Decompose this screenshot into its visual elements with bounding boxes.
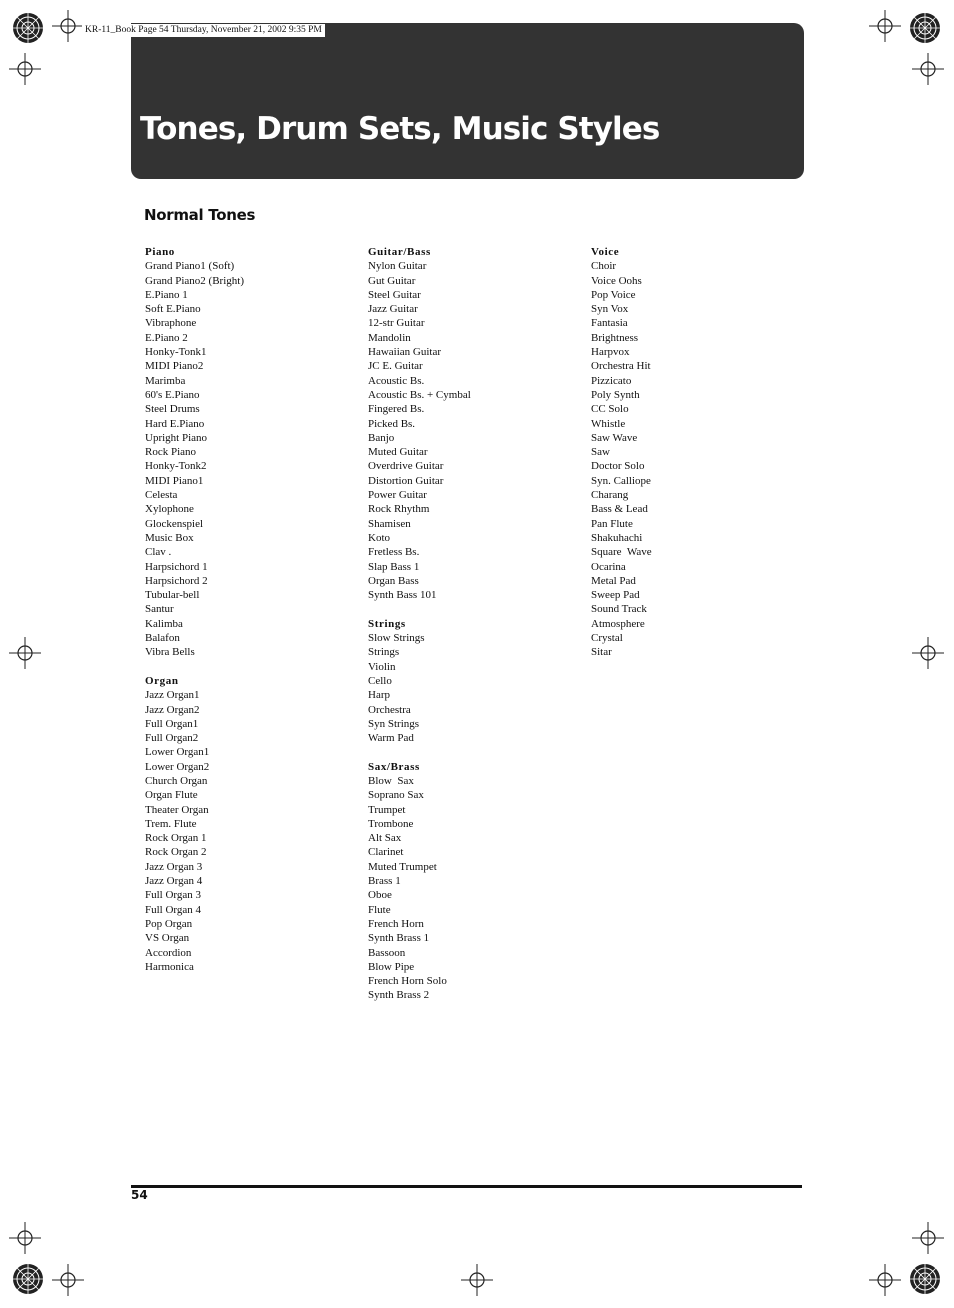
tone-item: Harpsichord 1: [145, 560, 208, 573]
tone-item: Synth Bass 101: [368, 589, 437, 602]
tone-list: [145, 259, 360, 659]
crosshair-registration-icon: [912, 637, 944, 669]
tone-item: Organ Bass: [368, 574, 419, 587]
tone-item: French Horn: [368, 917, 424, 930]
tone-item: Pizzicato: [591, 374, 632, 387]
tone-column-1: [145, 245, 360, 988]
tone-item: Theater Organ: [145, 803, 209, 816]
tone-item: Blow Pipe: [368, 960, 415, 973]
tone-list: [368, 631, 583, 745]
tone-column-3: [591, 245, 806, 674]
crosshair-registration-icon: [52, 1264, 84, 1296]
tone-column-2: [368, 245, 583, 1017]
tone-item: Strings: [368, 646, 400, 659]
tone-item: Bass & Lead: [591, 503, 648, 516]
tone-item: Blow Sax: [368, 774, 414, 787]
section-title: Normal Tones: [144, 206, 256, 224]
tone-item: Acoustic Bs.: [368, 374, 425, 387]
tone-item: Soft E.Piano: [145, 303, 201, 316]
registration-starburst-icon: [908, 11, 942, 45]
tone-item: Syn. Calliope: [591, 474, 651, 487]
tone-item: Overdrive Guitar: [368, 460, 444, 473]
tone-item: Choir: [591, 260, 617, 273]
tone-item: French Horn Solo: [368, 975, 447, 988]
registration-starburst-icon: [908, 1262, 942, 1296]
tone-item: Sweep Pad: [591, 589, 640, 602]
tone-item: Vibraphone: [145, 317, 197, 330]
crosshair-registration-icon: [912, 1222, 944, 1254]
tone-item: Doctor Solo: [591, 460, 645, 473]
tone-item: Rock Rhythm: [368, 503, 430, 516]
tone-item: Syn Vox: [591, 303, 629, 316]
tone-list: [368, 774, 583, 1003]
tone-item: Rock Organ 2: [145, 846, 207, 859]
tone-item: Orchestra Hit: [591, 360, 651, 373]
tone-item: Full Organ2: [145, 732, 199, 745]
tone-group: [368, 245, 583, 602]
tone-item: Brass 1: [368, 875, 401, 888]
tone-item: Rock Organ 1: [145, 832, 207, 845]
tone-item: Power Guitar: [368, 489, 427, 502]
tone-item: Full Organ 3: [145, 889, 202, 902]
footer-rule: [131, 1185, 802, 1188]
tone-item: Square Wave: [591, 546, 652, 559]
tone-item: Nylon Guitar: [368, 260, 427, 273]
tone-group-title: Strings: [368, 617, 406, 630]
crosshair-registration-icon: [9, 53, 41, 85]
tone-item: Synth Brass 1: [368, 932, 430, 945]
tone-item: Hard E.Piano: [145, 417, 205, 430]
tone-item: Trem. Flute: [145, 817, 197, 830]
tone-item: Warm Pad: [368, 732, 414, 745]
tone-item: Church Organ: [145, 774, 208, 787]
tone-item: Sound Track: [591, 603, 647, 616]
tone-item: Acoustic Bs. + Cymbal: [368, 388, 471, 401]
crosshair-registration-icon: [52, 10, 84, 42]
tone-item: Charang: [591, 489, 629, 502]
tone-item: Accordion: [145, 946, 192, 959]
tone-item: Lower Organ2: [145, 760, 210, 773]
tone-item: Jazz Organ 3: [145, 860, 203, 873]
tone-item: Brightness: [591, 331, 639, 344]
tone-item: Atmosphere: [591, 617, 645, 630]
tone-item: Orchestra: [368, 703, 411, 716]
tone-item: Clav .: [145, 546, 172, 559]
tone-item: Music Box: [145, 531, 194, 544]
tone-item: Koto: [368, 531, 390, 544]
tone-list: [145, 688, 360, 974]
tone-group-title: Organ: [145, 674, 179, 687]
tone-list: [591, 259, 806, 659]
registration-starburst-icon: [11, 11, 45, 45]
tone-item: Grand Piano1 (Soft): [145, 260, 235, 273]
tone-item: Trumpet: [368, 803, 406, 816]
tone-item: MIDI Piano2: [145, 360, 204, 373]
tone-item: 60's E.Piano: [145, 388, 200, 401]
tone-item: Steel Guitar: [368, 288, 421, 301]
print-header-tag: KR-11_Book Page 54 Thursday, November 21, 2002 9:35 PM: [82, 24, 325, 37]
tone-item: E.Piano 1: [145, 288, 188, 301]
tone-item: Vibra Bells: [145, 646, 195, 659]
tone-group-title: Piano: [145, 246, 175, 258]
tone-item: Upright Piano: [145, 431, 208, 444]
tone-item: Jazz Organ1: [145, 689, 200, 702]
tone-item: Glockenspiel: [145, 517, 204, 530]
tone-group: [591, 245, 806, 660]
tone-item: Xylophone: [145, 503, 194, 516]
tone-item: CC Solo: [591, 403, 629, 416]
crosshair-registration-icon: [869, 10, 901, 42]
tone-item: Mandolin: [368, 331, 411, 344]
tone-item: Slap Bass 1: [368, 560, 420, 573]
tone-item: Jazz Organ 4: [145, 875, 203, 888]
page-number: 54: [131, 1188, 148, 1202]
tone-item: Alt Sax: [368, 832, 402, 845]
crosshair-registration-icon: [9, 637, 41, 669]
tone-item: Oboe: [368, 889, 392, 902]
tone-item: Harpvox: [591, 346, 630, 359]
tone-item: Crystal: [591, 632, 623, 645]
tone-item: Banjo: [368, 431, 395, 444]
tone-item: Saw: [591, 446, 610, 459]
tone-item: Cello: [368, 674, 392, 687]
registration-starburst-icon: [11, 1262, 45, 1296]
tone-item: Trombone: [368, 817, 414, 830]
tone-item: Saw Wave: [591, 431, 638, 444]
tone-item: Lower Organ1: [145, 746, 210, 759]
tone-item: Full Organ1: [145, 717, 199, 730]
crosshair-registration-icon: [461, 1264, 493, 1296]
tone-group-title: Sax/Brass: [368, 760, 420, 773]
tone-item: Voice Oohs: [591, 274, 642, 287]
tone-list: [368, 259, 583, 602]
tone-item: Metal Pad: [591, 574, 636, 587]
tone-item: E.Piano 2: [145, 331, 188, 344]
tone-item: Full Organ 4: [145, 903, 202, 916]
tone-group-title: Guitar/Bass: [368, 246, 431, 258]
tone-item: Harpsichord 2: [145, 574, 208, 587]
tone-group: [368, 617, 583, 746]
tone-item: Shakuhachi: [591, 531, 643, 544]
tone-item: Organ Flute: [145, 789, 198, 802]
tone-item: Bassoon: [368, 946, 406, 959]
tone-item: Muted Guitar: [368, 446, 428, 459]
tone-item: Harp: [368, 689, 390, 702]
tone-group: [145, 245, 360, 660]
tone-item: Gut Guitar: [368, 274, 416, 287]
tone-item: Steel Drums: [145, 403, 200, 416]
tone-item: Pop Voice: [591, 288, 636, 301]
tone-item: Balafon: [145, 632, 180, 645]
tone-item: Celesta: [145, 489, 178, 502]
tone-item: Harmonica: [145, 960, 194, 973]
tone-item: Jazz Guitar: [368, 303, 418, 316]
tone-item: Syn Strings: [368, 717, 420, 730]
tone-item: Fantasia: [591, 317, 628, 330]
tone-item: MIDI Piano1: [145, 474, 204, 487]
tone-item: 12-str Guitar: [368, 317, 425, 330]
tone-group: [368, 760, 583, 1003]
tone-item: Pop Organ: [145, 917, 193, 930]
tone-item: Muted Trumpet: [368, 860, 437, 873]
tone-item: Clarinet: [368, 846, 404, 859]
tone-item: Picked Bs.: [368, 417, 416, 430]
tone-item: Grand Piano2 (Bright): [145, 274, 244, 287]
crosshair-registration-icon: [9, 1222, 41, 1254]
tone-item: Honky-Tonk2: [145, 460, 207, 473]
tone-item: JC E. Guitar: [368, 360, 423, 373]
tone-item: Marimba: [145, 374, 186, 387]
tone-item: Honky-Tonk1: [145, 346, 207, 359]
tone-item: Jazz Organ2: [145, 703, 200, 716]
tone-item: Kalimba: [145, 617, 183, 630]
tone-item: Violin: [368, 660, 396, 673]
crosshair-registration-icon: [912, 53, 944, 85]
tone-item: Synth Brass 2: [368, 989, 430, 1002]
tone-item: Flute: [368, 903, 391, 916]
tone-item: Tubular-bell: [145, 589, 200, 602]
tone-group-title: Voice: [591, 246, 620, 258]
chapter-banner: [131, 23, 804, 179]
tone-item: Fretless Bs.: [368, 546, 420, 559]
tone-item: Poly Synth: [591, 388, 640, 401]
tone-item: Hawaiian Guitar: [368, 346, 441, 359]
tone-item: Whistle: [591, 417, 626, 430]
tone-item: Slow Strings: [368, 632, 425, 645]
tone-item: Pan Flute: [591, 517, 633, 530]
tone-item: VS Organ: [145, 932, 190, 945]
chapter-title: Tones, Drum Sets, Music Styles: [140, 111, 660, 147]
tone-group: [145, 674, 360, 974]
tone-item: Distortion Guitar: [368, 474, 444, 487]
tone-item: Fingered Bs.: [368, 403, 425, 416]
crosshair-registration-icon: [869, 1264, 901, 1296]
tone-item: Soprano Sax: [368, 789, 424, 802]
tone-item: Shamisen: [368, 517, 411, 530]
tone-item: Santur: [145, 603, 174, 616]
tone-item: Ocarina: [591, 560, 626, 573]
tone-item: Rock Piano: [145, 446, 197, 459]
tone-item: Sitar: [591, 646, 612, 659]
